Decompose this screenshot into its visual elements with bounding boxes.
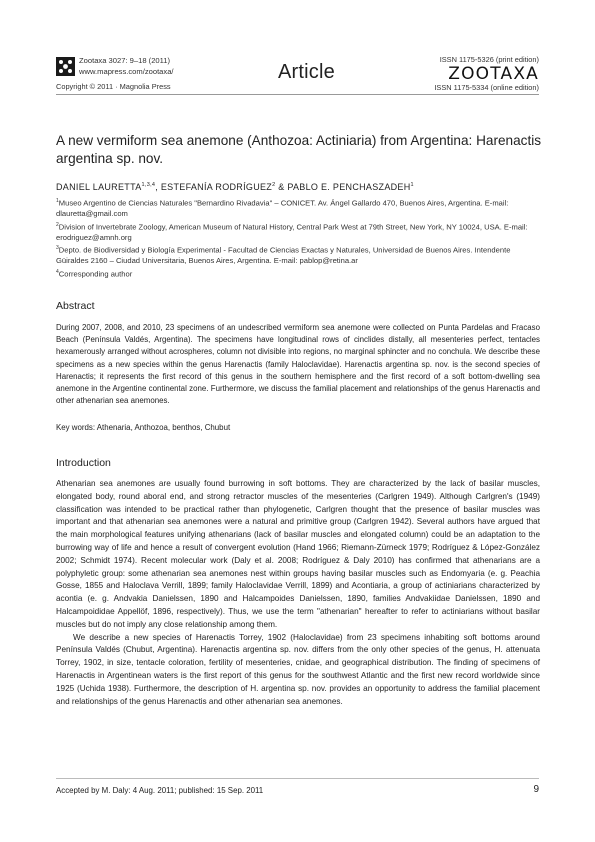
affiliation-mark: 4 — [56, 268, 59, 275]
affiliation-mark: 3 — [56, 245, 59, 252]
copyright-line: Copyright © 2011 · Magnolia Press — [56, 82, 171, 91]
author-name: DANIEL LAURETTA — [56, 182, 142, 192]
article-label: Article — [278, 61, 335, 83]
footer-divider — [56, 778, 539, 779]
abstract-body: During 2007, 2008, and 2010, 23 specimens of an undescribed vermiform sea anemone were collected on Punta Pardelas and Fracaso Beach (Península Valdés, Argentina). The specimens have longitudinal rows of cinclides distally, all mesenteries perfect, tentacles hexamerously arranged without acrospheres, column not divisible into regions, no marginal sphincter and no conchula. We describe these specimens as a new species within the genus Harenactis (family Haloclavidae). Harenactis argentina sp. nov. is the second species of Harenactis; it represents the first record of this genus in the southern hemisphere and the first record of a soft bottom-dwelling sea anemone in the Argentine continental zone. Furthermore, we discuss the familial placement and relationships of the genus Harenactis and other athenarian sea anemones. — [56, 323, 540, 406]
zootaxa-logo-icon — [56, 57, 75, 76]
introduction-heading: Introduction — [56, 457, 111, 469]
paragraph: Athenarian sea anemones are usually found burrowing in soft bottoms. They are characterized by the lack of basilar muscles, elongated body, round aboral end, and strong retractor muscles of the mesenteries (Carlgren 1949). Although Carlgren's (1949) classification was intended to be practical rather than phylogenetic, Carlgren thought that the presence of basilar muscles was important and that athenarian sea anemones were a natural and primitive group (Carlgren 1942). Several authors have argued that the main morphological features unifying athenarians (lack of basilar muscles and elongated column) could be an adaptation to the burrowing way of life and hence a result of convergent evolution (Hand 1966; Riemann-Zürneck 1979; Rodríguez & López-González 2002; Schmidt 1974). Recent molecular work (Daly et al. 2008; Rodríguez & Daly 2010) has confirmed that athenarians are a polyphyletic group: some athenarian sea anemones nest within groups having basilar muscles such as Endomyaria (e. g. Peachia Gosse, 1855 and Haloclava Verrill, 1899; family Haloclavidae Verrill, 1899) and Acontiaria, a group of actiniarians characterized by acontia (e. g. Andvakia Danielssen, 1890 and Halcampoides Danielssen, 1890, families Andvakiidae Danielssen, 1890 and Halcampoididae Appellöf, 1896, respectively). Thus, we use the term "athenarian" hereafter to refer to actiniarians without basilar muscles but do not imply any close relationship among them. — [56, 479, 540, 629]
affiliation-text: Division of Invertebrate Zoology, American Museum of Natural History, Central Park West at 79th Street, New York, NY 10024, USA. E-mail: erodriguez@amnh.org — [56, 222, 528, 242]
affiliations — [56, 196, 540, 280]
accepted-published-line: Accepted by M. Daly: 4 Aug. 2011; published: 15 Sep. 2011 — [56, 786, 264, 795]
issn-print: ISSN 1175-5326 (print edition) — [439, 55, 539, 64]
author-affiliation-marks: 1,3,4 — [141, 182, 156, 188]
header-divider — [56, 94, 539, 95]
journal-name: ZOOTAXA — [448, 64, 539, 84]
keywords-line: Key words: Athenaria, Anthozoa, benthos, Chubut — [56, 423, 231, 432]
author-line — [56, 182, 414, 192]
affiliation-text: Museo Argentino de Ciencias Naturales "Bernardino Rivadavia" – CONICET. Av. Ángel Gallardo 470, Buenos Aires, Argentina. E-mail: dlauretta@gmail.com — [56, 198, 509, 219]
affiliation-text: Depto. de Biodiversidad y Biología Experimental - Facultad de Ciencias Exactas y Naturales, Universidad de Buenos Aires. Intendente Güiraldes 2160 – Ciudad Universitaria, Buenos Aires, Argentina. E-mail: pablop@retina.ar — [56, 245, 511, 266]
affiliation-text: Corresponding author — [58, 269, 133, 279]
author-separator: & — [275, 182, 288, 192]
affiliation-item — [56, 243, 540, 267]
paper-title: A new vermiform sea anemone (Anthozoa: Actiniaria) from Argentina: Harenactis argentina sp. nov. — [56, 133, 542, 166]
author-name: PABLO E. PENCHASZADEH — [287, 182, 411, 192]
author-affiliation-marks: 2 — [272, 182, 276, 188]
affiliation-item — [56, 220, 540, 244]
paragraph: We describe a new species of Harenactis Torrey, 1902 (Haloclavidae) from 23 specimens inhabiting soft bottoms around Península Valdés (Chubut, Argentina). Harenactis argentina sp. nov. differs from the only other species of the genus, H. attenuata Torrey, 1902, in size, tentacle coloration, fertility of mesenteries, cnidae, and geographical distribution. The finding of specimens of Harenactis in Argentinean waters is the first report of this genus for the southwest Atlantic and the first new record worldwide since 1925 (Uchida 1938). Furthermore, the description of H. argentina sp. nov. provides an opportunity to address the familial placement and relationships of the genus Harenactis and other athenarian sea anemones. — [56, 632, 540, 706]
page-number: 9 — [533, 784, 539, 795]
affiliation-item — [56, 267, 540, 280]
author-separator: , — [155, 182, 161, 192]
introduction-body — [56, 478, 540, 708]
journal-website-link[interactable]: www.mapress.com/zootaxa/ — [79, 66, 174, 76]
affiliation-mark: 2 — [56, 221, 59, 228]
journal-issue-line: Zootaxa 3027: 9–18 (2011) — [79, 56, 171, 65]
author-affiliation-marks: 1 — [410, 182, 414, 188]
affiliation-item — [56, 196, 540, 220]
journal-header-right — [434, 55, 539, 93]
author-name: ESTEFANÍA RODRÍGUEZ — [160, 182, 273, 192]
abstract-heading: Abstract — [56, 300, 95, 312]
issn-online: ISSN 1175-5334 (online edition) — [434, 83, 539, 92]
affiliation-mark: 1 — [56, 198, 59, 204]
